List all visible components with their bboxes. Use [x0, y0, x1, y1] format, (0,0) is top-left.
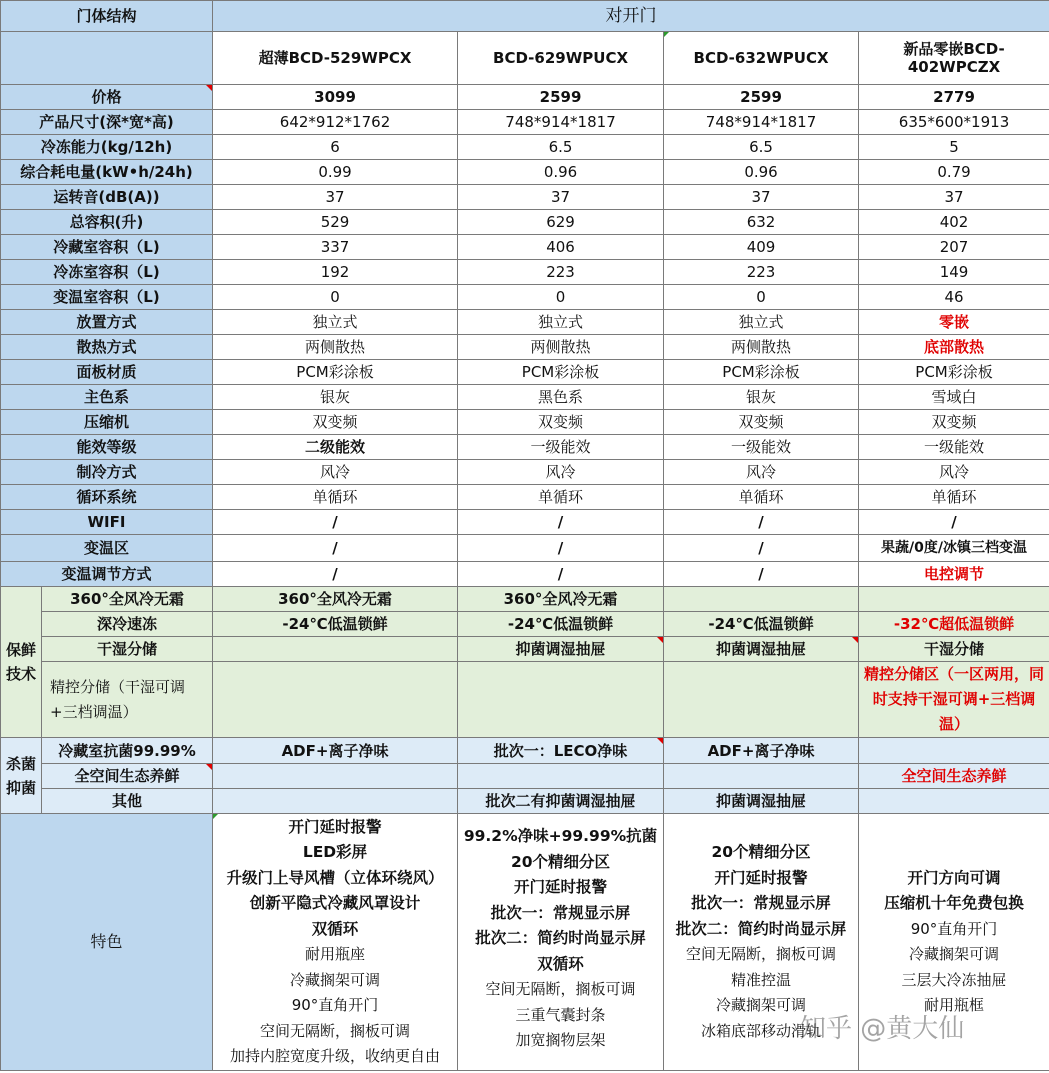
- door-type-header: 对开门: [213, 1, 1049, 32]
- spec-row: [1, 485, 1049, 510]
- spec-value: 双变频: [458, 410, 664, 435]
- sterilize-value: [213, 789, 458, 814]
- model-name: 新品零嵌BCD-402WPCZX: [859, 32, 1049, 85]
- spec-label: 变温室容积（L): [1, 285, 213, 310]
- feature-item: 批次二：简约时尚显示屏: [675, 919, 847, 938]
- spec-value: 风冷: [664, 460, 859, 485]
- spec-value: 2599: [458, 85, 664, 110]
- model-row: [1, 32, 1049, 85]
- spec-row: [1, 285, 1049, 310]
- freshness-value: 干湿分储: [859, 637, 1049, 662]
- spec-value: 223: [664, 260, 859, 285]
- feature-item: 冷藏搁架可调: [716, 996, 807, 1014]
- spec-value: 748*914*1817: [664, 110, 859, 135]
- spec-label: 压缩机: [1, 410, 213, 435]
- model-row-label: [1, 32, 213, 85]
- freshness-label: 360°全风冷无霜: [42, 587, 213, 612]
- freshness-row: [1, 587, 1049, 612]
- spec-value: 单循环: [458, 485, 664, 510]
- spec-value: 629: [458, 210, 664, 235]
- spec-label: 综合耗电量(kW•h/24h): [1, 160, 213, 185]
- feature-item: 90°直角开门: [910, 919, 998, 938]
- freshness-value: 360°全风冷无霜: [213, 587, 458, 612]
- spec-value: 642*912*1762: [213, 110, 458, 135]
- freshness-row: [1, 637, 1049, 662]
- spec-value: 银灰: [213, 385, 458, 410]
- sterilize-value: [859, 738, 1049, 764]
- freshness-value: 抑菌调湿抽屉: [458, 637, 664, 662]
- spec-label: 循环系统: [1, 485, 213, 510]
- table-header-row: [1, 1, 1049, 32]
- spec-label: 主色系: [1, 385, 213, 410]
- spec-value: 独立式: [458, 310, 664, 335]
- sterilize-value: [664, 764, 859, 789]
- feature-item: 双循环: [311, 919, 359, 938]
- feature-item: 20个精细分区: [711, 843, 811, 861]
- spec-value: 6: [213, 135, 458, 160]
- spec-value: PCM彩涂板: [213, 360, 458, 385]
- freshness-value: -24℃低温锁鲜: [458, 612, 664, 637]
- spec-value: 6.5: [458, 135, 664, 160]
- feature-item: 三重气囊封条: [515, 1005, 606, 1024]
- spec-value: 6.5: [664, 135, 859, 160]
- feature-item: 开门延时报警: [714, 868, 808, 887]
- spec-value: /: [664, 510, 859, 535]
- feature-item: 耐用瓶座: [305, 945, 366, 963]
- sterilize-label: 其他: [42, 789, 213, 814]
- spec-label: 面板材质: [1, 360, 213, 385]
- feature-item: 开门延时报警: [288, 817, 382, 836]
- spec-value: 风冷: [458, 460, 664, 485]
- freshness-row: [1, 662, 1049, 738]
- feature-item: 空间无隔断，搁板可调: [686, 945, 837, 963]
- spec-row: [1, 185, 1049, 210]
- feature-item: 三层大冷冻抽屉: [901, 970, 1007, 989]
- feature-item: 批次一：常规显示屏: [691, 894, 831, 912]
- spec-value: 2779: [859, 85, 1049, 110]
- spec-value: PCM彩涂板: [859, 360, 1049, 385]
- spec-label: 变温区: [1, 535, 213, 562]
- spec-value: 一级能效: [859, 435, 1049, 460]
- spec-value: 748*914*1817: [458, 110, 664, 135]
- spec-value: 双变频: [664, 410, 859, 435]
- spec-value: PCM彩涂板: [458, 360, 664, 385]
- model-name: BCD-629WPUCX: [458, 32, 664, 85]
- spec-value: 双变频: [859, 410, 1049, 435]
- spec-value: 0.79: [859, 160, 1049, 185]
- freshness-value: [458, 662, 664, 738]
- spec-value: /: [458, 535, 664, 562]
- spec-value: 两侧散热: [213, 335, 458, 360]
- spec-row: [1, 562, 1049, 587]
- spec-value: 两侧散热: [458, 335, 664, 360]
- spec-label: WIFI: [1, 510, 213, 535]
- spec-row: [1, 510, 1049, 535]
- freshness-value: -24℃低温锁鲜: [664, 612, 859, 637]
- feature-item: 冷藏搁架可调: [909, 945, 1000, 963]
- spec-value: 0: [458, 285, 664, 310]
- spec-label: 散热方式: [1, 335, 213, 360]
- spec-row: [1, 535, 1049, 562]
- freshness-value: [664, 587, 859, 612]
- sterilize-value: 全空间生态养鲜: [859, 764, 1049, 789]
- spec-label: 价格: [1, 85, 213, 110]
- spec-value: 37: [664, 185, 859, 210]
- spec-value: 37: [859, 185, 1049, 210]
- spec-value: 0.96: [458, 160, 664, 185]
- feature-item: 冷藏搁架可调: [290, 970, 381, 989]
- feature-item: 耐用瓶框: [924, 996, 985, 1014]
- spec-value: 双变频: [213, 410, 458, 435]
- spec-value: 独立式: [213, 310, 458, 335]
- spec-label: 冷藏室容积（L): [1, 235, 213, 260]
- feature-item: 压缩机十年免费包换: [884, 894, 1024, 912]
- feature-item: 创新平隐式冷藏风罩设计: [249, 894, 421, 912]
- sterilize-value: 批次一：LECO净味: [458, 738, 664, 764]
- feature-item: 20个精细分区: [510, 852, 611, 871]
- spec-label: 制冷方式: [1, 460, 213, 485]
- sterilize-label: 冷藏室抗菌99.99%: [42, 738, 213, 764]
- spec-row: [1, 360, 1049, 385]
- spec-label: 冷冻室容积（L): [1, 260, 213, 285]
- spec-value: 0: [213, 285, 458, 310]
- freshness-row: [1, 612, 1049, 637]
- feature-item: 精准控温: [731, 970, 792, 989]
- spec-value: 2599: [664, 85, 859, 110]
- spec-row: [1, 110, 1049, 135]
- spec-value: 底部散热: [859, 335, 1049, 360]
- feature-item: 开门延时报警: [514, 878, 608, 896]
- spec-value: 37: [213, 185, 458, 210]
- spec-value: 192: [213, 260, 458, 285]
- door-structure-header: 门体结构: [1, 1, 213, 32]
- freshness-value: [664, 662, 859, 738]
- spec-value: 单循环: [213, 485, 458, 510]
- spec-value: /: [213, 562, 458, 587]
- sterilize-label: 全空间生态养鲜: [42, 764, 213, 789]
- spec-value: 409: [664, 235, 859, 260]
- feature-item: 批次二：简约时尚显示屏: [475, 929, 646, 947]
- sterilize-row: [1, 738, 1049, 764]
- sterilize-value: ADF+离子净味: [664, 738, 859, 764]
- spec-value: 529: [213, 210, 458, 235]
- spec-value: 149: [859, 260, 1049, 285]
- spec-label: 放置方式: [1, 310, 213, 335]
- spec-value: /: [213, 510, 458, 535]
- freshness-group-label: 保鲜技术: [1, 587, 42, 738]
- spec-row: [1, 160, 1049, 185]
- sterilize-value: 批次二有抑菌调湿抽屉: [458, 789, 664, 814]
- spec-row: [1, 435, 1049, 460]
- spec-value: /: [213, 535, 458, 562]
- spec-row: [1, 310, 1049, 335]
- spec-value: 零嵌: [859, 310, 1049, 335]
- spec-row: [1, 235, 1049, 260]
- spec-value: /: [664, 562, 859, 587]
- spec-row: [1, 210, 1049, 235]
- spec-value: 37: [458, 185, 664, 210]
- features-cell: [458, 814, 664, 1071]
- feature-item: 批次一：常规显示屏: [490, 903, 631, 922]
- spec-value: 0.96: [664, 160, 859, 185]
- feature-item: 99.2%净味+99.99%抗菌: [463, 827, 658, 845]
- sterilize-group-label: 杀菌抑菌: [1, 738, 42, 814]
- spec-value: 207: [859, 235, 1049, 260]
- spec-row: [1, 335, 1049, 360]
- spec-value: 635*600*1913: [859, 110, 1049, 135]
- spec-value: 单循环: [664, 485, 859, 510]
- spec-value: 406: [458, 235, 664, 260]
- spec-value: 雪域白: [859, 385, 1049, 410]
- feature-item: LED彩屏: [302, 843, 368, 861]
- feature-item: 加宽搁物层架: [515, 1031, 606, 1049]
- spec-value: 一级能效: [664, 435, 859, 460]
- spec-value: 0: [664, 285, 859, 310]
- freshness-value: 抑菌调湿抽屉: [664, 637, 859, 662]
- spec-value: /: [458, 510, 664, 535]
- sterilize-value: [859, 789, 1049, 814]
- spec-value: 3099: [213, 85, 458, 110]
- spec-value: 独立式: [664, 310, 859, 335]
- spec-row: [1, 260, 1049, 285]
- spec-value: 632: [664, 210, 859, 235]
- features-row: [1, 814, 1049, 1071]
- spec-row: [1, 135, 1049, 160]
- freshness-label: 精控分储（干湿可调+三档调温）: [42, 662, 213, 738]
- spec-value: 风冷: [213, 460, 458, 485]
- freshness-label: 深冷速冻: [42, 612, 213, 637]
- spec-label: 能效等级: [1, 435, 213, 460]
- freshness-value: -32℃超低温锁鲜: [859, 612, 1049, 637]
- spec-label: 运转音(dB(A)): [1, 185, 213, 210]
- freshness-label: 干湿分储: [42, 637, 213, 662]
- feature-item: 双循环: [537, 954, 584, 973]
- model-name: BCD-632WPUCX: [664, 32, 859, 85]
- spec-value: 46: [859, 285, 1049, 310]
- spec-label: 产品尺寸(深*宽*高): [1, 110, 213, 135]
- spec-value: 两侧散热: [664, 335, 859, 360]
- spec-value: 果蔬/0度/冰镇三档变温: [859, 535, 1049, 562]
- spec-value: 二级能效: [213, 435, 458, 460]
- sterilize-row: [1, 764, 1049, 789]
- spec-label: 冷冻能力(kg/12h): [1, 135, 213, 160]
- sterilize-value: [213, 764, 458, 789]
- freshness-value: 精控分储区（一区两用，同时支持干湿可调+三档调温）: [859, 662, 1049, 738]
- spec-value: 单循环: [859, 485, 1049, 510]
- sterilize-row: [1, 789, 1049, 814]
- features-cell: [213, 814, 458, 1071]
- spec-row: [1, 410, 1049, 435]
- spec-value: 337: [213, 235, 458, 260]
- sterilize-value: 抑菌调湿抽屉: [664, 789, 859, 814]
- model-name: 超薄BCD-529WPCX: [213, 32, 458, 85]
- spec-value: /: [664, 535, 859, 562]
- freshness-value: [213, 662, 458, 738]
- spec-value: 5: [859, 135, 1049, 160]
- spec-value: 0.99: [213, 160, 458, 185]
- spec-value: 402: [859, 210, 1049, 235]
- feature-item: 空间无隔断，搁板可调: [260, 1021, 411, 1040]
- spec-value: 银灰: [664, 385, 859, 410]
- freshness-value: [213, 637, 458, 662]
- spec-row: [1, 385, 1049, 410]
- watermark: 知乎 @黄大仙: [800, 1014, 965, 1044]
- spec-value: 电控调节: [859, 562, 1049, 587]
- spec-value: 黑色系: [458, 385, 664, 410]
- freshness-value: 360°全风冷无霜: [458, 587, 664, 612]
- feature-item: 加持内腔宽度升级，收纳更自由: [230, 1047, 441, 1065]
- features-cell: [859, 814, 1049, 1071]
- freshness-value: [859, 587, 1049, 612]
- spec-value: 风冷: [859, 460, 1049, 485]
- spec-label: 变温调节方式: [1, 562, 213, 587]
- features-cell: [664, 814, 859, 1071]
- spec-value: PCM彩涂板: [664, 360, 859, 385]
- spec-value: 223: [458, 260, 664, 285]
- feature-item: 冰箱底部移动滑轨: [701, 1021, 822, 1040]
- spec-value: 一级能效: [458, 435, 664, 460]
- freshness-value: -24℃低温锁鲜: [213, 612, 458, 637]
- sterilize-value: ADF+离子净味: [213, 738, 458, 764]
- spec-value: /: [859, 510, 1049, 535]
- spec-row-price: [1, 85, 1049, 110]
- sterilize-value: [458, 764, 664, 789]
- features-label: 特色: [1, 814, 213, 1071]
- feature-item: 90°直角开门: [291, 996, 379, 1014]
- spec-value: /: [458, 562, 664, 587]
- spec-row: [1, 460, 1049, 485]
- spec-label: 总容积(升): [1, 210, 213, 235]
- feature-item: 空间无隔断，搁板可调: [485, 980, 636, 998]
- feature-item: 开门方向可调: [907, 868, 1001, 887]
- feature-item: 升级门上导风槽（立体环绕风）: [226, 868, 444, 887]
